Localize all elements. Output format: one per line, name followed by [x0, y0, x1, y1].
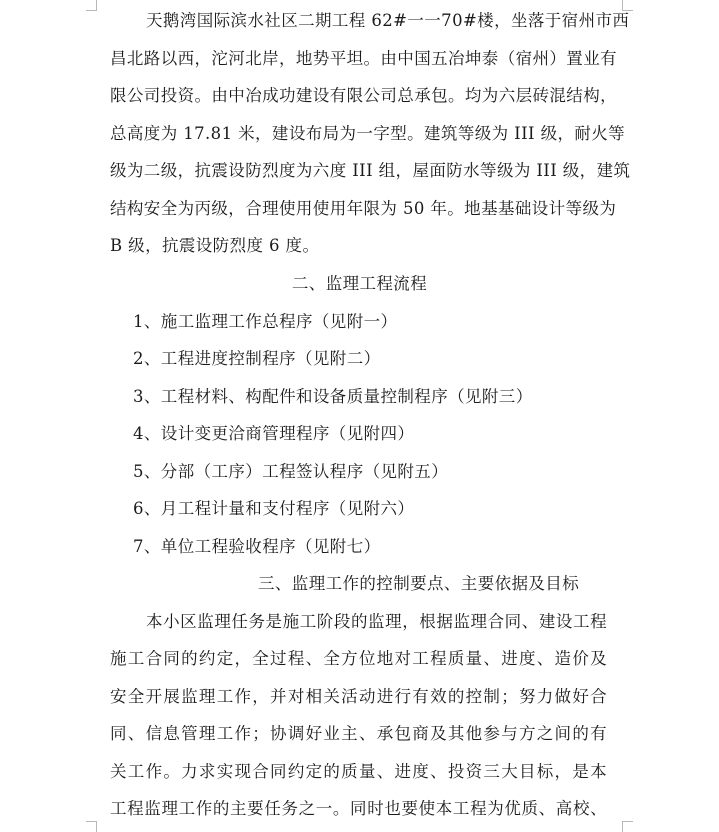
corner-crop-mark: [86, 0, 97, 11]
paragraph-line: 结构安全为丙级，合理使用使用年限为 50 年。地基基础设计等级为: [110, 199, 617, 218]
list-item: 6、月工程计量和支付程序（见附六）: [133, 499, 415, 518]
paragraph-line: 安全开展监理工作，并对相关活动进行有效的控制；努力做好合: [110, 687, 607, 706]
paragraph-line: 总高度为 17.81 米，建设布局为一字型。建筑等级为 III 级，耐火等: [110, 124, 626, 143]
paragraph-line: B 级，抗震设防烈度 6 度。: [110, 236, 320, 255]
corner-crop-mark: [86, 821, 97, 832]
paragraph-line: 同、信息管理工作；协调好业主、承包商及其他参与方之间的有: [110, 724, 607, 743]
paragraph-line: 限公司投资。由中冶成功建设有限公司总承包。均为六层砖混结构，: [110, 86, 617, 105]
section-heading: 二、监理工程流程: [291, 274, 428, 293]
paragraph-line: 昌北路以西，沱河北岸，地势平坦。由中国五冶坤泰（宿州）置业有: [110, 49, 617, 68]
corner-crop-mark: [622, 821, 633, 832]
paragraph-line: 工程监理工作的主要任务之一。同时也要使本工程为优质、高校、: [110, 799, 607, 818]
corner-crop-mark: [622, 0, 633, 11]
list-item: 4、设计变更洽商管理程序（见附四）: [133, 424, 415, 443]
list-item: 5、分部（工序）工程签认程序（见附五）: [133, 462, 449, 481]
list-item: 3、工程材料、构配件和设备质量控制程序（见附三）: [133, 387, 533, 406]
paragraph-line: 天鹅湾国际滨水社区二期工程 62#一一70#楼，坐落于宿州市西: [146, 11, 630, 30]
paragraph-line: 施工合同的约定，全过程、全方位地对工程质量、进度、造价及: [110, 649, 607, 668]
list-item: 1、施工监理工作总程序（见附一）: [133, 312, 398, 331]
paragraph-line: 本小区监理任务是施工阶段的监理，根据监理合同、建设工程: [146, 612, 607, 631]
list-item: 7、单位工程验收程序（见附七）: [133, 537, 381, 556]
paragraph-line: 关工作。力求实现合同约定的质量、进度、投资三大目标，是本: [110, 762, 607, 781]
list-item: 2、工程进度控制程序（见附二）: [133, 349, 381, 368]
paragraph-line: 级为二级，抗震设防烈度为六度 III 组，屋面防水等级为 III 级，建筑: [110, 161, 631, 180]
section-heading: 三、监理工作的控制要点、主要依据及目标: [258, 574, 580, 593]
